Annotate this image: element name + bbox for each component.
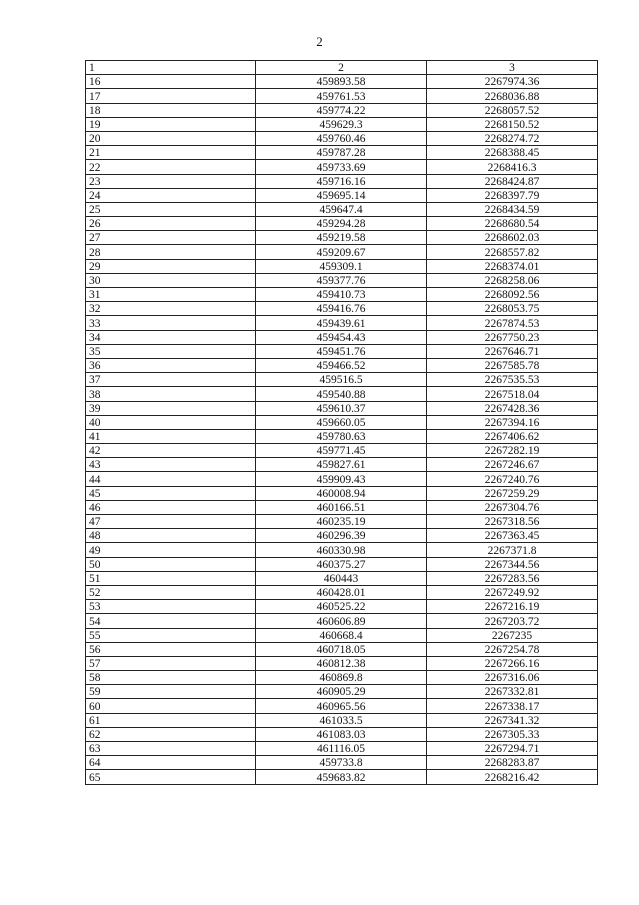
point-number-cell: 29 [86,259,256,273]
x-coordinate-cell: 461083.03 [256,727,427,741]
table-row [86,500,598,514]
point-number-cell: 37 [86,373,256,387]
x-coordinate-cell: 459610.37 [256,401,427,415]
point-number-cell: 42 [86,444,256,458]
y-coordinate-cell: 2268434.59 [427,202,598,216]
y-coordinate-cell: 2267249.92 [427,585,598,599]
table-header-row [86,61,598,75]
point-number-cell: 40 [86,415,256,429]
table-row [86,429,598,443]
table-row [86,202,598,216]
x-coordinate-cell: 459909.43 [256,472,427,486]
x-coordinate-cell: 460965.56 [256,699,427,713]
point-number-cell: 64 [86,756,256,770]
point-number-cell: 36 [86,358,256,372]
point-number-cell: 23 [86,174,256,188]
x-coordinate-cell: 459787.28 [256,146,427,160]
table-row [86,103,598,117]
point-number-cell: 18 [86,103,256,117]
y-coordinate-cell: 2267240.76 [427,472,598,486]
y-coordinate-cell: 2267974.36 [427,75,598,89]
table-row [86,160,598,174]
y-coordinate-cell: 2268258.06 [427,273,598,287]
table-row [86,571,598,585]
y-coordinate-cell: 2267266.16 [427,656,598,670]
x-coordinate-cell: 459516.5 [256,373,427,387]
x-coordinate-cell: 460296.39 [256,529,427,543]
table-row [86,656,598,670]
page-number: 2 [316,34,323,49]
table-row [86,557,598,571]
table-row [86,756,598,770]
x-coordinate-cell: 459660.05 [256,415,427,429]
y-coordinate-cell: 2268057.52 [427,103,598,117]
x-coordinate-cell: 459760.46 [256,131,427,145]
x-coordinate-cell: 459466.52 [256,358,427,372]
x-coordinate-cell: 459219.58 [256,231,427,245]
table-row [86,188,598,202]
table-row [86,217,598,231]
x-coordinate-cell: 460606.89 [256,614,427,628]
point-number-cell: 57 [86,656,256,670]
y-coordinate-cell: 2267344.56 [427,557,598,571]
point-number-cell: 43 [86,458,256,472]
y-coordinate-cell: 2268274.72 [427,131,598,145]
table-row [86,458,598,472]
point-number-cell: 52 [86,585,256,599]
y-coordinate-cell: 2267294.71 [427,742,598,756]
point-number-cell: 63 [86,742,256,756]
point-number-cell: 24 [86,188,256,202]
point-number-cell: 20 [86,131,256,145]
y-coordinate-cell: 2268092.56 [427,288,598,302]
y-coordinate-cell: 2267304.76 [427,500,598,514]
table-row [86,117,598,131]
y-coordinate-cell: 2268424.87 [427,174,598,188]
table-row [86,231,598,245]
y-coordinate-cell: 2267394.16 [427,415,598,429]
x-coordinate-cell: 459733.8 [256,756,427,770]
x-coordinate-cell: 459780.63 [256,429,427,443]
point-number-cell: 35 [86,344,256,358]
y-coordinate-cell: 2267332.81 [427,685,598,699]
y-coordinate-cell: 2268053.75 [427,302,598,316]
point-number-cell: 21 [86,146,256,160]
x-coordinate-cell: 460525.22 [256,600,427,614]
y-coordinate-cell: 2267338.17 [427,699,598,713]
y-coordinate-cell: 2267406.62 [427,429,598,443]
table-row [86,585,598,599]
point-number-cell: 44 [86,472,256,486]
x-coordinate-cell: 459439.61 [256,316,427,330]
table-row [86,543,598,557]
x-coordinate-cell: 459774.22 [256,103,427,117]
x-coordinate-cell: 459683.82 [256,770,427,784]
y-coordinate-cell: 2268036.88 [427,89,598,103]
point-number-cell: 55 [86,628,256,642]
x-coordinate-cell: 459416.76 [256,302,427,316]
x-coordinate-cell: 459629.3 [256,117,427,131]
x-coordinate-cell: 459309.1 [256,259,427,273]
y-coordinate-cell: 2267518.04 [427,387,598,401]
y-coordinate-cell: 2267750.23 [427,330,598,344]
column-header-3: 3 [427,61,598,75]
table-row [86,713,598,727]
y-coordinate-cell: 2267646.71 [427,344,598,358]
table-row [86,742,598,756]
y-coordinate-cell: 2267535.53 [427,373,598,387]
table-body [86,61,598,785]
y-coordinate-cell: 2268416.3 [427,160,598,174]
x-coordinate-cell: 461033.5 [256,713,427,727]
point-number-cell: 38 [86,387,256,401]
x-coordinate-cell: 460905.29 [256,685,427,699]
x-coordinate-cell: 459716.16 [256,174,427,188]
table-row [86,770,598,784]
y-coordinate-cell: 2267371.8 [427,543,598,557]
point-number-cell: 28 [86,245,256,259]
point-number-cell: 62 [86,727,256,741]
table-row [86,259,598,273]
y-coordinate-cell: 2267318.56 [427,515,598,529]
y-coordinate-cell: 2267316.06 [427,671,598,685]
x-coordinate-cell: 460718.05 [256,642,427,656]
table-row [86,415,598,429]
x-coordinate-cell: 460443 [256,571,427,585]
x-coordinate-cell: 460375.27 [256,557,427,571]
x-coordinate-cell: 460668.4 [256,628,427,642]
x-coordinate-cell: 459893.58 [256,75,427,89]
point-number-cell: 46 [86,500,256,514]
y-coordinate-cell: 2267235 [427,628,598,642]
table-row [86,316,598,330]
table-row [86,387,598,401]
point-number-cell: 53 [86,600,256,614]
table-row [86,401,598,415]
x-coordinate-cell: 459377.76 [256,273,427,287]
x-coordinate-cell: 459761.53 [256,89,427,103]
point-number-cell: 25 [86,202,256,216]
table-row [86,75,598,89]
y-coordinate-cell: 2267341.32 [427,713,598,727]
point-number-cell: 26 [86,217,256,231]
point-number-cell: 22 [86,160,256,174]
x-coordinate-cell: 460235.19 [256,515,427,529]
y-coordinate-cell: 2267203.72 [427,614,598,628]
table-row [86,614,598,628]
point-number-cell: 16 [86,75,256,89]
table-row [86,273,598,287]
x-coordinate-cell: 459294.28 [256,217,427,231]
point-number-cell: 45 [86,486,256,500]
table-row [86,344,598,358]
y-coordinate-cell: 2267283.56 [427,571,598,585]
x-coordinate-cell: 459209.67 [256,245,427,259]
y-coordinate-cell: 2268680.54 [427,217,598,231]
y-coordinate-cell: 2268374.01 [427,259,598,273]
x-coordinate-cell: 459695.14 [256,188,427,202]
y-coordinate-cell: 2267585.78 [427,358,598,372]
x-coordinate-cell: 459410.73 [256,288,427,302]
y-coordinate-cell: 2267363.45 [427,529,598,543]
table-row [86,628,598,642]
table-row [86,89,598,103]
point-number-cell: 51 [86,571,256,585]
point-number-cell: 31 [86,288,256,302]
point-number-cell: 17 [86,89,256,103]
x-coordinate-cell: 460008.94 [256,486,427,500]
table-row [86,600,598,614]
table-row [86,174,598,188]
x-coordinate-cell: 459827.61 [256,458,427,472]
x-coordinate-cell: 460330.98 [256,543,427,557]
y-coordinate-cell: 2267254.78 [427,642,598,656]
table-row [86,486,598,500]
point-number-cell: 33 [86,316,256,330]
point-number-cell: 60 [86,699,256,713]
point-number-cell: 27 [86,231,256,245]
point-number-cell: 56 [86,642,256,656]
table-row [86,642,598,656]
table-row [86,444,598,458]
table-row [86,245,598,259]
y-coordinate-cell: 2268557.82 [427,245,598,259]
point-number-cell: 50 [86,557,256,571]
y-coordinate-cell: 2268283.87 [427,756,598,770]
column-header-1: 1 [86,61,256,75]
x-coordinate-cell: 459771.45 [256,444,427,458]
table-row [86,302,598,316]
point-number-cell: 32 [86,302,256,316]
table-row [86,373,598,387]
table-row [86,131,598,145]
y-coordinate-cell: 2267246.67 [427,458,598,472]
y-coordinate-cell: 2267305.33 [427,727,598,741]
column-header-2: 2 [256,61,427,75]
table-row [86,685,598,699]
y-coordinate-cell: 2267282.19 [427,444,598,458]
point-number-cell: 49 [86,543,256,557]
table-row [86,671,598,685]
y-coordinate-cell: 2267216.19 [427,600,598,614]
point-number-cell: 61 [86,713,256,727]
table-row [86,699,598,713]
point-number-cell: 54 [86,614,256,628]
x-coordinate-cell: 459540.88 [256,387,427,401]
x-coordinate-cell: 459451.76 [256,344,427,358]
point-number-cell: 19 [86,117,256,131]
point-number-cell: 41 [86,429,256,443]
y-coordinate-cell: 2268388.45 [427,146,598,160]
point-number-cell: 58 [86,671,256,685]
table-row [86,472,598,486]
y-coordinate-cell: 2267259.29 [427,486,598,500]
y-coordinate-cell: 2267428.36 [427,401,598,415]
point-number-cell: 47 [86,515,256,529]
x-coordinate-cell: 460812.38 [256,656,427,670]
y-coordinate-cell: 2267874.53 [427,316,598,330]
point-number-cell: 59 [86,685,256,699]
point-number-cell: 30 [86,273,256,287]
table-row [86,146,598,160]
point-number-cell: 48 [86,529,256,543]
x-coordinate-cell: 460869.8 [256,671,427,685]
table-row [86,515,598,529]
y-coordinate-cell: 2268602.03 [427,231,598,245]
y-coordinate-cell: 2268216.42 [427,770,598,784]
y-coordinate-cell: 2268150.52 [427,117,598,131]
x-coordinate-cell: 460428.01 [256,585,427,599]
table-row [86,288,598,302]
x-coordinate-cell: 459733.69 [256,160,427,174]
x-coordinate-cell: 461116.05 [256,742,427,756]
x-coordinate-cell: 460166.51 [256,500,427,514]
table-row [86,529,598,543]
x-coordinate-cell: 459647.4 [256,202,427,216]
table-row [86,727,598,741]
point-number-cell: 39 [86,401,256,415]
table-row [86,358,598,372]
y-coordinate-cell: 2268397.79 [427,188,598,202]
point-number-cell: 65 [86,770,256,784]
coordinates-table [85,60,598,785]
table-row [86,330,598,344]
x-coordinate-cell: 459454.43 [256,330,427,344]
point-number-cell: 34 [86,330,256,344]
